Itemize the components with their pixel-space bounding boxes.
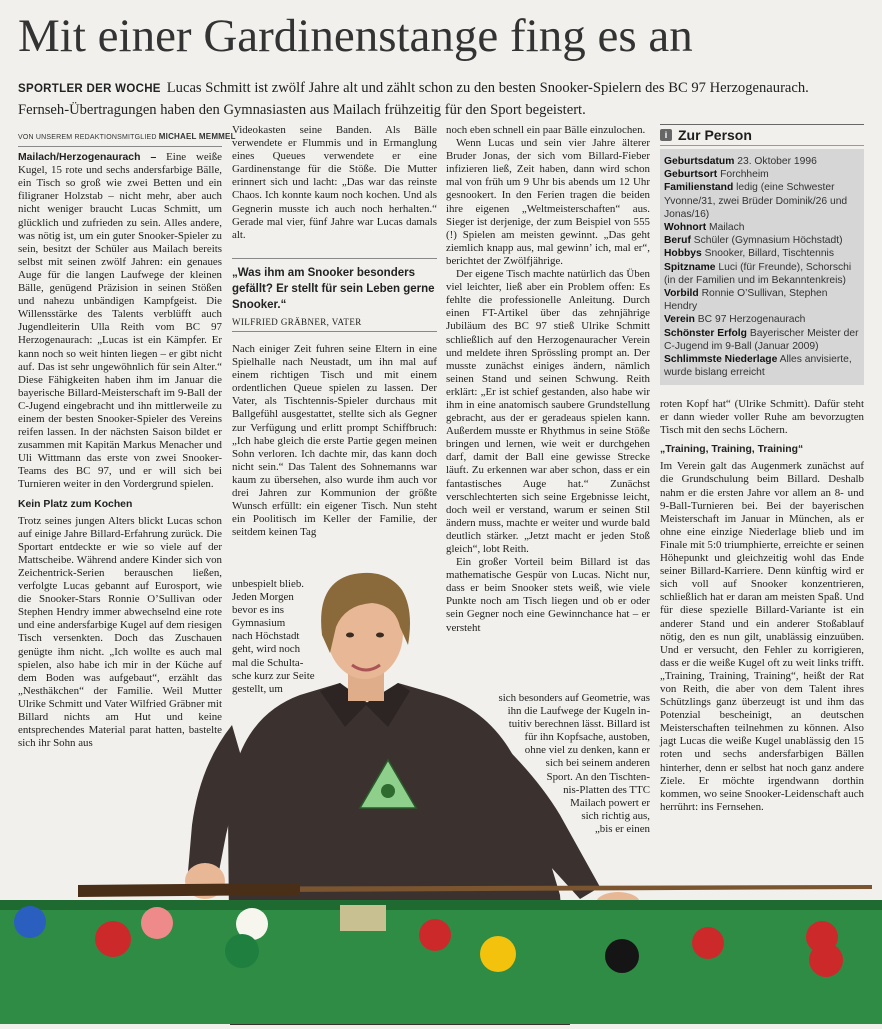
green-ball <box>225 934 259 968</box>
col3-tail-line: tuitiv berechnen lässt. Billard ist <box>508 718 650 731</box>
person-row-label: Spitzname <box>664 261 716 273</box>
person-infobox-header <box>660 124 864 146</box>
person-row-value: BC 97 Herzogenaurach <box>697 314 806 326</box>
col3-tail-line: sich bei seinem anderen <box>545 757 650 770</box>
person-row-label: Geburtsdatum <box>664 156 735 167</box>
col2-tail-line: unbespielt blieb. <box>232 578 304 590</box>
person-row-value: Forchheim <box>720 169 769 181</box>
person-row-label: Familienstand <box>664 182 734 194</box>
person-row-value: Bayerischer Meister der C-Jugend im 9-Ball (Januar 2009) <box>664 327 859 352</box>
person-row <box>664 247 859 260</box>
person-row-label: Schönster Erfolg <box>664 327 747 339</box>
col3-tail-line: für ihn Kopfsache, austoben, <box>524 731 650 744</box>
person-row-value: Luci (für Freunde), Schorschi (in der Familien und im Bekanntenkreis) <box>664 261 852 286</box>
pull-quote-author: WILFRIED GRÄBNER, VATER <box>232 317 437 332</box>
yellow-ball <box>480 936 516 972</box>
person-row <box>664 261 859 287</box>
person-row <box>664 313 859 326</box>
snooker-photo <box>0 565 882 1024</box>
pull-quote <box>232 258 437 332</box>
person-infobox-body <box>660 149 864 385</box>
person-row-label: Hobbys <box>664 248 702 260</box>
col3-tail-line: „bis er einen <box>594 822 650 835</box>
col2-tail-line: gestellt, um <box>232 682 283 695</box>
byline-author: MICHAEL MEMMEL <box>158 132 236 141</box>
person-row <box>664 327 859 353</box>
col3-tail-line: ohne viel zu denken, kann er <box>524 744 650 757</box>
lead-kicker: SPORTLER DER WOCHE <box>18 83 161 95</box>
black-ball <box>605 939 639 973</box>
person-row-label: Wohnort <box>664 222 707 234</box>
col3-tail-line: ihn die Laufwege der Kugeln in- <box>507 705 650 718</box>
col3-tail-line: Mailach powert er <box>570 796 650 809</box>
table-felt <box>0 900 882 1024</box>
red-ball <box>95 921 131 957</box>
table-rest <box>340 905 386 931</box>
lead-text: Lucas Schmitt ist zwölf Jahre alt und zählt schon zu den besten Snooker-Spielern des BC 97 Herzogenaurach. Fernseh-Übertragungen haben den Gymnasiasten aus Mailach frühzeitig für den Sport begeistert. <box>18 80 809 118</box>
person-row-value: Ronnie O’Sullivan, Stephen Hendry <box>664 288 828 313</box>
col3-paragraph-1: Wenn Lucas und sein vier Jahre älterer Bruder Jonas, der sich vom Billard-Fieber infizieren ließ, Zeit haben, dann wird schon mal von früh um 9 Uhr bis abends um 12 Uhr gesnookert. In den Ferien tragen die beiden ihre eigenen „Weltmeisterschaften“ aus. Sieger ist derjenige, der zum Beispiel von 555 (!) Spielen am meisten gewinnt. „Das geht ziemlich knapp aus, mal gewinn’ ich, mal er“, berichtet der Zwölfjährige. <box>446 137 650 267</box>
col1-paragraph-2: Trotz seines jungen Alters blickt Lucas schon auf einige Jahre Billard-Erfahrung zurück. Die Sportart entdeckte er wie so viele auf der Mattscheibe. Während andere Kinder sich von Zeichentrick-Serien berauschen ließen, verfolgte Lucas gebannt auf Eurosport, wie die Snooker-Stars Ronnie O’Sullivan oder Stephen Hendry immer abwechselnd eine rote und eine andersfarbige Kugel auf dem riesigen Tisch versenkten. Doch das Zuschauen genügte ihm nicht. „Ich wollte es auch mal spielen, also habe ich mir in der Küche auf dem Boden was aufgebaut“, erzählt das „Nesthäkchen“ der Familie. Weil Mutter Ulrike Schmitt und Vater Wilfried Gräbner mit Billard nichts am Hut und keine entsprechendes Material parat hatten, bastelte sich ihr Sohn aus <box>18 514 222 750</box>
person-row-label: Schlimmste Niederlage <box>664 354 778 366</box>
col1-paragraph-1 <box>18 151 222 491</box>
col3-paragraph-3: Ein großer Vorteil beim Billard ist das mathematische Gespür von Lucas. Nicht nur, dass er beim Snooker stets weiß, wie viele Punkte noch am Tisch liegen und ob er oder sein Gegner noch eine Gewinnchance hat – er versteht <box>446 556 650 634</box>
col2-tail-line: geht, wird noch <box>232 643 301 656</box>
person-row-value: Snooker, Billard, Tischtennis <box>704 248 834 260</box>
column-2-lower <box>232 343 437 578</box>
col2-tail-line: Gymnasium <box>232 617 286 630</box>
col3-tail-line: sich besonders auf Geometrie, was <box>498 692 650 704</box>
headline: Mit einer Gardinenstange fing es an <box>18 10 693 62</box>
person-row <box>664 221 859 234</box>
col3-paragraph-2: Der eigene Tisch machte natürlich das Üben viel leichter, ließ aber ein Problem offen: Es fehlte die professionelle Anleitung. Durch einen FT-Artikel über das zehnjährige Jubiläum des BC 97 stieß Ulrike Schmitt schließlich auf den Herzogenauracher Verein und meldete ihren Sprössling prompt an. Der musste zunächst einiges ändern, nämlich seinen Stand und seinen Schwung. Reith erklärt: „Er ist schief gestanden, also habe wir ihm in eine anatomisch saubere Grundstellung gebracht, aus der er geradeaus spielen kann. Außerdem musste er Rhythmus in seine Stöße bringen und lernen, wie weit er durchgehen darf, damit der Ball eine gewisse Strecke läuft. Zu erkennen war aber schon, dass er ein fantastisches Auge hat.“ Zunächst verschlechterten sich seine Ergebnisse leicht, doch weil er verstand, warum er seinen Stil ändern muss, machte er weiter und wurde bald deutlich stärker. „Jetzt macht er jeden Stoß gleich“, lobt Reith. <box>446 268 650 555</box>
person-row-value: 23. Oktober 1996 <box>737 156 817 167</box>
person-infobox <box>660 124 864 385</box>
col2-tail-line: nach Höchstadt <box>232 630 300 643</box>
col3-tail-line: nis-Platten des TTC <box>563 783 650 796</box>
person-row <box>664 287 859 313</box>
lead-paragraph <box>18 78 863 121</box>
col2-tail-line: bevor es ins <box>232 604 285 617</box>
right-eye <box>376 633 384 638</box>
person-row <box>664 168 859 181</box>
person-row <box>664 155 859 168</box>
person-row-label: Verein <box>664 314 695 326</box>
person-row-value: Schüler (Gymnasium Höchstadt) <box>693 235 843 247</box>
badge-emblem <box>381 784 395 798</box>
person-row-value: ledig (eine Schwester Yvonne/31, zwei Brüder Dominik/26 und Jonas/16) <box>664 182 848 220</box>
red-ball <box>419 919 451 951</box>
person-infobox-title: Zur Person <box>678 127 752 143</box>
col2-tail-line: Jeden Morgen <box>232 591 294 604</box>
subhead-kein-platz: Kein Platz zum Kochen <box>18 498 133 510</box>
table-cushion <box>0 900 882 910</box>
info-icon: i <box>660 129 672 141</box>
pink-ball <box>141 907 173 939</box>
red-ball <box>692 927 724 959</box>
snooker-photo-illustration <box>0 565 882 1024</box>
person-row-value: Mailach <box>709 222 745 234</box>
col3-tail-line: sich richtig aus, <box>581 809 650 822</box>
byline <box>18 130 236 147</box>
red-ball <box>809 943 843 977</box>
byline-prefix: VON UNSEREM REDAKTIONSMITGLIED <box>18 134 157 141</box>
person-row <box>664 353 859 379</box>
col3-tail-line: Sport. An den Tischten- <box>546 770 650 783</box>
col4-paragraph-0: roten Kopf hat“ (Ulrike Schmitt). Dafür steht er dann wieder voller Ruhe am bevorzugten Tisch mit den sechs Löchern. <box>660 398 864 437</box>
subhead-training: „Training, Training, Training“ <box>660 444 804 456</box>
person-row <box>664 234 859 247</box>
person-row-label: Geburtsort <box>664 169 718 181</box>
col3-paragraph-0: noch eben schnell ein paar Bälle einzulochen. <box>446 124 646 136</box>
left-eye <box>346 633 354 638</box>
person-row-label: Vorbild <box>664 288 699 300</box>
person-row-label: Beruf <box>664 235 691 247</box>
blue-ball <box>14 906 46 938</box>
column-2 <box>232 124 437 254</box>
col2-tail-line: sche kurz zur Seite <box>232 669 315 682</box>
col2-tail-line: mal die Schulta- <box>232 656 304 669</box>
person-row-value: Alles anvisierte, wurde bislang erreicht <box>664 354 852 379</box>
col2-paragraph-1: Videokasten seine Banden. Als Bälle verwendete er Flummis und in Ermanglung eines Queues verwendete er eine Gardinenstange für die Stöße. Die Mutter erinnert sich und lacht: „Das war das reinste Chaos. Ich konnte kaum noch kochen. Und als Gegnerin musste ich auch noch herhalten.“ Gerade mal vier, fünf Jahre war Lucas damals alt. <box>232 124 437 241</box>
pull-quote-text: „Was ihm am Snooker besonders gefällt? Er stellt für sein Leben gerne Snooker.“ <box>232 267 435 311</box>
col2-paragraph-2: Nach einiger Zeit fuhren seine Eltern in eine Spielhalle nach Neustadt, um ihn mal auf einem richtigen Tisch und mit einem ordentlichen Queue spielen zu lassen. Der Vater, als Tischtennis-Spieler durchaus mit Ballgefühl ausgestattet, stellte sich als Gegner zur Verfügung und erlitt prompt Schiffbruch: „Ich habe gleich die erste Partie gegen meinen Sohn verloren. Ich dachte mir, das kann doch nicht sein.“ Das Talent des Sohnemanns war kaum zu übersehen, also wurde ihm auch vor drei Jahren zur Kommunion der größte Wunsch erfüllt: ein eigener Tisch. Nun steht ein Poolitisch im Keller der Familie, der seitdem keinen Tag <box>232 343 437 539</box>
person-row <box>664 181 859 221</box>
dateline: Mailach/Herzogenaurach – <box>18 152 157 164</box>
cue-butt <box>78 883 300 897</box>
col1-p1-text: Eine weiße Kugel, 15 rote und sechs andersfarbige Bälle, ein Tisch so groß wie zwei Betten und ein filigraner Holzstab – nicht mehr, aber auch nicht weniger braucht Lucas Schmitt, um glücklich und zufrieden zu sein. Alles andere, was nötig ist, um ein guter Snooker-Spieler zu sein, besitzt der Schüler aus Mailach bereits selbst mit seinen zwölf Jahren: ein genaues Auge für die langen Laufwege der kleinen Bälle, genügend Präzision in seinen Stößen und nahezu unbändigen Kampfgeist. Die Willensstärke des Talents verblüfft auch Jugendleiterin Ulla Reith vom BC 97 Herzogenaurach: „Lucas ist ein Kämpfer. Er kann noch so weit hinten liegen – er gibt nicht auf. Das ist sehr ungewöhnlich für sein Alter.“ Diese Fähigkeiten haben ihm im Januar die bayerische Billard-Meisterschaft im 9-Ball der C-Jugend eingebracht und ihn mittlerweile zu einem der besten Snooker-Spieler des Vereins reifen lassen. In der nächsten Saison bildet er zusammen mit Kapitän Markus Menacher und Uli Wittmann das erste von zwei Snooker-Teams des BC 97, und er will sich bei Turnieren weiter in den Vordergrund spielen. <box>18 151 222 491</box>
col4-paragraph-1: Im Verein galt das Augenmerk zunächst auf die Grundschulung beim Billard. Deshalb nahm er die ersten Jahre vor allem an 8- und 9-Ball-Turnieren bei. Bei der bayerischen Meisterschaft im Januar in München, als er ohne eine einzige Niederlage blieb und im Finale mit 5:0 triumphierte, erreichte er seinen Höhepunkt und gleichzeitig wohl das Ende seiner Billard-Karriere. Denn künftig wird er sich voll auf Snooker konzentrieren, schließlich hat er daran am meisten Spaß. Und für diese spezielle Billard-Variante ist ein anderer Stand und ein anderer Stoßablauf nötig, den es nun gilt, unablässig einzuüben. Und er versucht, den Fehler zu korrigieren, dass er die weiße Kugel oft zu weit links trifft. „Training, Training, Training“, heißt der Rat von Reith, die aber von dem Talent ihres Schützlings ganz überzeugt ist und ihm das Potenzial bescheinigt, an deutschen Meisterschaften teilnehmen zu können. Also jagt Lucas die weiße Kugel unablässig den 15 roten und sechs andersfarbigen Bällen hinterher, denn er selbst hat noch ganz andere Ziele. Er möchte irgendwann dorthin kommen, wo seine Snooker-Leidenschaft auch herrührt: ins Fernsehen. <box>660 460 864 813</box>
